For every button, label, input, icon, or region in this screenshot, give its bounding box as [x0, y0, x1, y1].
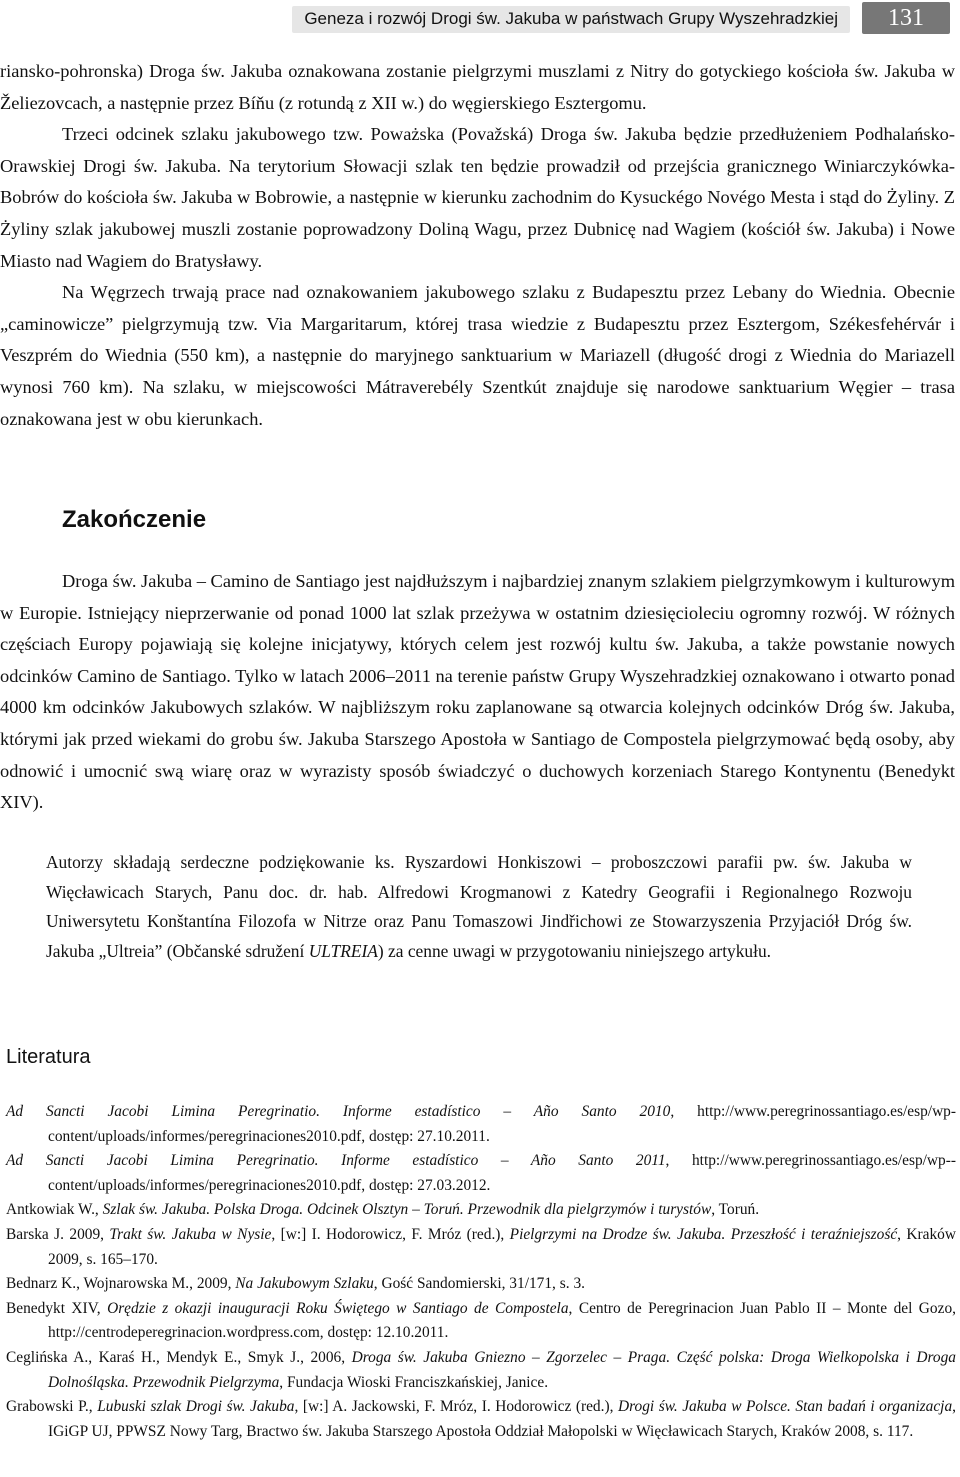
section-heading-literature: Literatura	[6, 1046, 91, 1068]
reference-list	[6, 1100, 956, 1444]
page-number: 131	[862, 2, 950, 34]
paragraph: riansko-pohronska) Droga św. Jakuba oznakowana zostanie pielgrzymi muszlami z Nitry do gotyckiego kościoła św. Jakuba w Želiezovcach, a następnie przez Bíňu (z rotundą z XII w.) do węgierskiego Esztergomu.	[0, 61, 955, 113]
ref-author: Grabowski P.,	[6, 1398, 98, 1416]
ref-rest: , Centro de Peregrinacion Juan Pablo II – Monte del Gozo, http://centrodeperegrinacion.wordpress.com, dostęp: 12.10.2011.	[48, 1299, 956, 1342]
reference-item	[6, 1223, 956, 1272]
ref-author: Bednarz K., Wojnarowska M., 2009,	[6, 1275, 236, 1293]
ref-rest: , Toruń.	[711, 1201, 760, 1219]
ref-rest: , Fundacja Wioski Franciszkańskiej, Janice.	[279, 1373, 549, 1391]
paragraph: Droga św. Jakuba – Camino de Santiago jest najdłuższym i najbardziej znanym szlakiem pielgrzymkowym i kulturowym w Europie. Istniejący nieprzerwanie od ponad 1000 lat szlak przeżywa w ostatnim dziesięcioleciu ogromny rozwój. W różnych częściach Europy pojawiają się kolejne inicjatywy, których celem jest rozwój kultu św. Jakuba, a także powstanie nowych odcinków Camino de Santiago. Tylko w latach 2006–2011 na terenie państw Grupy Wyszehradzkiej oznakowano i otwarto ponad 4000 km odcinków Jakubowych szlaków. W najbliższym roku zaplanowane są otwarcia kolejnych odcinków Dróg św. Jakuba, którymi jak przed wiekami do grobu św. Jakuba Starszego Apostoła w Santiago de Compostela pielgrzymować będą osoby, aby odnowić i umocnić swą wiarę oraz w wyrazisty sposób świadczyć o duchowych korzeniach Starego Kontynentu (Benedykt XIV).	[0, 571, 955, 813]
ref-rest: , [w:] A. Jackowski, F. Mróz, I. Hodorowicz (red.),	[294, 1398, 618, 1416]
ref-title: Droga św. Jakuba Gniezno – Zgorzelec – Praga. Część polska: Droga Wielkopolska i Droga Dolnośląska. Przewodnik Pielgrzyma	[48, 1348, 956, 1391]
reference-item	[6, 1346, 956, 1395]
running-header-title: Geneza i rozwój Drogi św. Jakuba w państwach Grupy Wyszehradzkiej	[292, 6, 850, 33]
reference-item	[6, 1100, 956, 1149]
acknowledgement	[46, 848, 912, 966]
reference-item	[6, 1395, 956, 1444]
ref-rest: , IGiGP UJ, PPWSZ Nowy Targ, Bractwo św. Jakuba Starszego Apostoła Oddział Małopolski w Więcławicach Starych, Kraków 2008, s. 117.	[48, 1398, 956, 1440]
body-text	[0, 56, 955, 435]
ref-rest: , Gość Sandomierski, 31/171, s. 3.	[373, 1275, 585, 1293]
section-heading-conclusion: Zakończenie	[62, 506, 207, 533]
ref-title: Orędzie z okazji inauguracji Roku Świętego w Santiago de Compostela	[107, 1299, 569, 1317]
ref-author: Ceglińska A., Karaś H., Mendyk E., Smyk J., 2006,	[6, 1348, 352, 1366]
ref-rest: , [w:] I. Hodorowicz, F. Mróz (red.),	[271, 1225, 510, 1243]
reference-item	[6, 1272, 956, 1297]
reference-item	[6, 1198, 956, 1223]
conclusion-text	[0, 566, 955, 819]
ref-title: Ad Sancti Jacobi Limina Peregrinatio. Informe estadístico – Año Santo 2010	[6, 1103, 671, 1120]
ref-author: Antkowiak W.,	[6, 1201, 103, 1219]
paragraph: Na Węgrzech trwają prace nad oznakowaniem jakubowego szlaku z Budapesztu przez Lebany do Wiednia. Obecnie „caminowicze” pielgrzymują tzw. Via Margaritarum, której trasa wiedzie z Budapesztu przez Esztergom, Székesfehérvár i Veszprém do Wiednia (550 km), a następnie do maryjnego sanktuarium w Mariazell (długość drogi z Wiednia do Mariazell wynosi 760 km). Na szlaku, w miejscowości Mátraverebély Szentkút znajduje się narodowe sanktuarium Węgier – trasa oznakowana jest w obu kierunkach.	[0, 282, 955, 429]
reference-item	[6, 1297, 956, 1346]
paragraph: Trzeci odcinek szlaku jakubowego tzw. Poważska (Považská) Droga św. Jakuba będzie przedłużeniem Podhalańsko-Orawskiej Drogi św. Jakuba. Na terytorium Słowacji szlak ten będzie prowadził od przejścia granicznego Winiarczykówka-Bobrów do kościoła św. Jakuba w Bobrowie, a następnie w kierunku zachodnim do Kysuckégo Novégo Mesta i stąd do Żyliny. Z Żyliny szlak jakubowej muszli zostanie poprowadzony Doliną Wagu, przez Dubnicę nad Wagiem (kościół św. Jakuba) i Nowe Miasto nad Wagiem do Bratysławy.	[0, 124, 955, 271]
ref-title: Trakt św. Jakuba w Nysie	[109, 1225, 272, 1243]
ack-text-italic: ULTREIA	[308, 940, 378, 961]
ack-text-b: ) za cenne uwagi w przygotowaniu niniejszego artykułu.	[377, 940, 771, 961]
ref-rest: , http://www.peregrinossantiago.es/esp/wp-content/uploads/informes/peregrinaciones2010.pdf, dostęp: 27.10.2011.	[48, 1103, 956, 1145]
ref-title: Lubuski szlak Drogi św. Jakuba	[97, 1398, 295, 1416]
ack-text-a: Autorzy składają serdeczne podziękowanie ks. Ryszardowi Honkiszowi – proboszczowi parafii pw. św. Jakuba w Więcławicach Starych, Panu doc. dr. hab. Alfredowi Krogmanowi z Katedry Geografii i Regionalnego Rozwoju Uniwersytetu Konštantína Filozofa w Nitrze oraz Panu Tomaszowi Jindřichowi ze Stowarzyszenia Przyjaciół Dróg św. Jakuba „Ultreia” (Občanské sdružení	[46, 852, 912, 961]
running-header	[0, 0, 960, 36]
ref-author: Benedykt XIV,	[6, 1299, 108, 1317]
reference-item	[6, 1149, 956, 1198]
ref-title: Na Jakubowym Szlaku	[235, 1275, 374, 1293]
acknowledgement-paragraph	[46, 848, 912, 966]
ref-title: Pielgrzymi na Drodze św. Jakuba. Przeszłość i teraźniejszość	[509, 1225, 898, 1243]
ref-rest: , http://www.peregrinossantiago.es/esp/wp--content/uploads/informes/peregrinaciones2010.pdf, dostęp: 27.03.2012.	[48, 1152, 956, 1194]
ref-author: Barska J. 2009,	[6, 1225, 110, 1243]
ref-title: Drogi św. Jakuba w Polsce. Stan badań i organizacja	[617, 1398, 953, 1416]
ref-title: Szlak św. Jakuba. Polska Droga. Odcinek Olsztyn – Toruń. Przewodnik dla pielgrzymów i turystów	[102, 1201, 712, 1219]
ref-title: Ad Sancti Jacobi Limina Peregrinatio. Informe estadístico – Año Santo 2011	[6, 1152, 666, 1170]
ref-rest: , Kraków 2009, s. 165–170.	[48, 1225, 956, 1268]
